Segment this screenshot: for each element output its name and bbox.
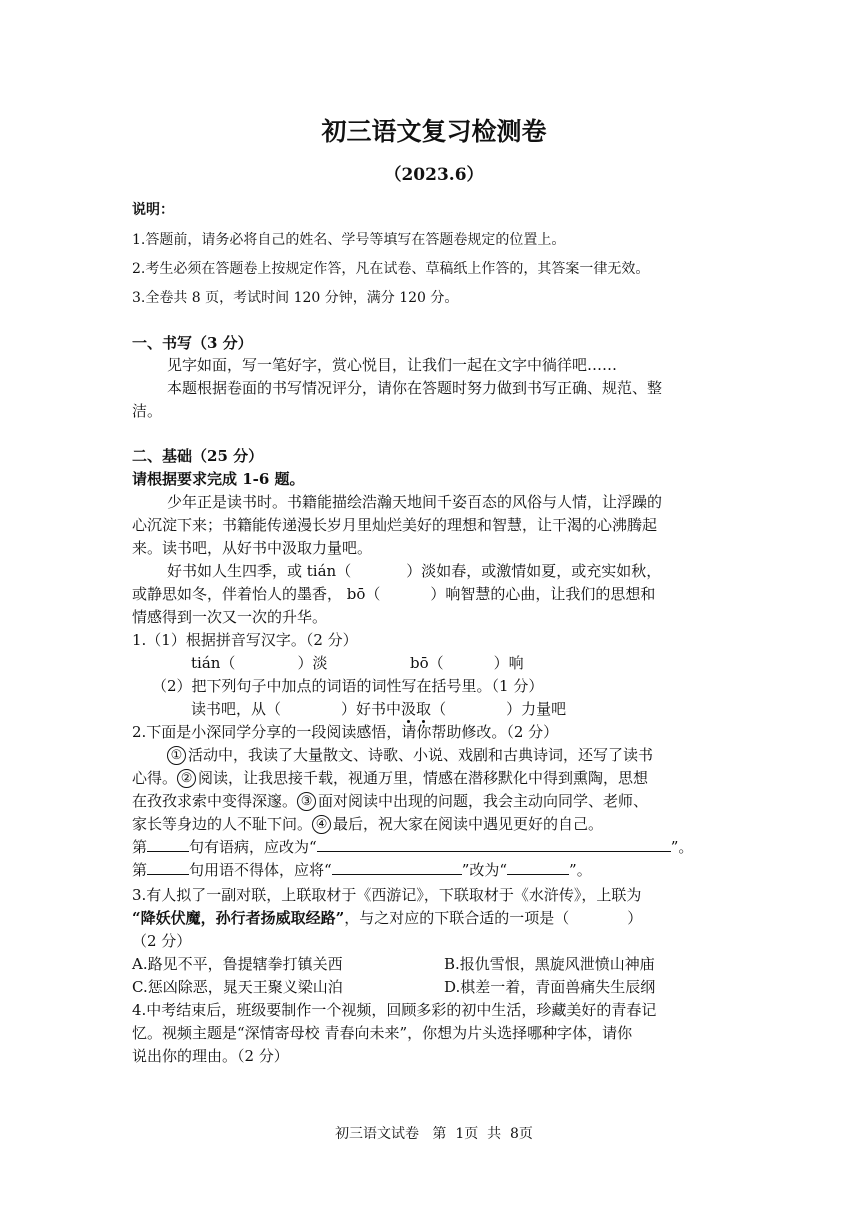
q4-line-2: 忆。视频主题是“深情寄母校 青春向未来”，你想为片头选择哪种字体，请你 xyxy=(132,1024,633,1042)
q1-sentence-part-b: ）好书中 xyxy=(341,700,402,718)
q1-sentence-part-d: ）力量吧 xyxy=(506,700,567,718)
q2-answer-2-end: ”。 xyxy=(569,861,592,879)
q3-option-b[interactable]: B.报仇雪恨，黑旋风泄愤山神庙 xyxy=(444,955,655,973)
q1-bo-item xyxy=(410,652,524,673)
q2-answer-1 xyxy=(132,836,693,857)
q1-tian-suffix: ）淡 xyxy=(297,654,328,672)
section-1-p2-line2: 洁。 xyxy=(132,402,163,420)
exam-date: （2023.6） xyxy=(384,165,484,185)
q2-sentence-number-blank-1[interactable] xyxy=(147,836,189,852)
circled-number-1: ① xyxy=(167,746,186,765)
notes-heading: 说明： xyxy=(132,202,174,218)
q2-line-4 xyxy=(132,813,603,834)
q1-bo-suffix: ）响 xyxy=(493,654,524,672)
passage-line-1: 少年正是读书时。书籍能描绘浩瀚天地间千姿百态的风俗与人情，让浮躁的 xyxy=(167,493,663,511)
q3-option-d[interactable]: D.棋差一着，青面兽痛失生辰纲 xyxy=(444,978,656,996)
q1-tian-label: tián（ xyxy=(191,654,236,672)
section-1-p2-line1: 本题根据卷面的书写情况评分，请你在答题时努力做到书写正确、规范、整 xyxy=(167,379,663,397)
circled-number-3: ③ xyxy=(297,792,316,811)
q2-line-3 xyxy=(132,790,648,811)
q2-answer-2-change: ”改为“ xyxy=(461,861,508,879)
dotted-char-qu: 取 xyxy=(416,700,432,718)
passage-line-5-end: ）响智慧的心曲，让我们的思想和 xyxy=(430,585,656,603)
q3-option-c[interactable]: C.惩凶除恶，晁天王聚义梁山泊 xyxy=(132,978,343,996)
passage-line-3: 来。读书吧，从好书中汲取力量吧。 xyxy=(132,539,373,557)
q3-option-a[interactable]: A.路见不平，鲁提辖拳打镇关西 xyxy=(132,955,343,973)
q1-stem: 1.（1）根据拼音写汉字。（2 分） xyxy=(132,631,358,649)
q2-answer-2-mid: 句用语不得体，应将“ xyxy=(189,861,332,879)
section-2-instruction: 请根据要求完成 1-6 题。 xyxy=(132,470,305,488)
q4-line-3: 说出你的理由。（2 分） xyxy=(132,1047,289,1065)
q3-line-2 xyxy=(132,907,642,928)
dotted-char-ji: 汲 xyxy=(401,700,417,718)
note-3: 3.全卷共 8 页，考试时间 120 分钟，满分 120 分。 xyxy=(132,290,459,306)
passage-line-4-end: ）淡如春，或激情如夏，或充实如秋， xyxy=(406,562,662,580)
q2-line-1 xyxy=(167,744,653,765)
q2-correction-blank[interactable] xyxy=(317,836,671,852)
circled-number-2: ② xyxy=(177,769,196,788)
q2-line-2 xyxy=(132,767,648,788)
note-1: 1.答题前，请务必将自己的姓名、学号等填写在答题卷规定的位置上。 xyxy=(132,232,566,248)
q1-bo-label: bō（ xyxy=(410,654,444,672)
q3-line-1: 3.有人拟了一副对联，上联取材于《西游记》，下联取材于《水浒传》，上联为 xyxy=(132,886,642,904)
q2-stem: 2.下面是小深同学分享的一段阅读感悟，请你帮助修改。（2 分） xyxy=(132,723,559,741)
section-1-p1: 见字如面，写一笔好字，赏心悦目，让我们一起在文字中徜徉吧…… xyxy=(167,356,618,374)
q1-sentence xyxy=(191,698,566,719)
passage-line-5-start: 或静思如冬，伴着怡人的墨香， bō（ xyxy=(132,585,381,603)
q1-sentence-part-c: （ xyxy=(431,700,447,718)
q2-line-2-text: 阅读，让我思接千载，视通万里，情感在潜移默化中得到熏陶，思想 xyxy=(198,769,649,787)
q2-line-4-start: 家长等身边的人不耻下问。 xyxy=(132,815,313,833)
q2-answer-1-prefix: 第 xyxy=(132,838,148,856)
q2-line-3-start: 在孜孜求索中变得深邃。 xyxy=(132,792,298,810)
page-footer: 初三语文试卷 第 1页 共 8页 xyxy=(335,1126,533,1142)
q3-line-2-text: ，与之对应的下联合适的一项是（ xyxy=(344,909,570,927)
q3-upper-couplet: “降妖伏魔，孙行者扬威取经路” xyxy=(132,909,345,927)
q2-answer-1-mid: 句有语病，应改为“ xyxy=(189,838,317,856)
passage-line-4-start: 好书如人生四季，或 tián（ xyxy=(167,562,352,580)
passage-line-6: 情感得到一次又一次的升华。 xyxy=(132,608,328,626)
q1-sub2-stem: （2）把下列句子中加点的词语的词性写在括号里。（1 分） xyxy=(152,677,544,695)
q2-original-word-blank[interactable] xyxy=(332,859,462,875)
q1-sentence-part-a: 读书吧，从（ xyxy=(191,700,282,718)
q2-line-3-text: 面对阅读中出现的问题，我会主动向同学、老师、 xyxy=(318,792,649,810)
q4-line-1: 4.中考结束后，班级要制作一个视频，回顾多彩的初中生活，珍藏美好的青春记 xyxy=(132,1001,657,1019)
q3-line-2-end: ） xyxy=(627,909,643,927)
passage-line-2: 心沉淀下来；书籍能传递漫长岁月里灿烂美好的理想和智慧，让干渴的心沸腾起 xyxy=(132,516,658,534)
circled-number-4: ④ xyxy=(312,815,331,834)
q2-answer-2-prefix: 第 xyxy=(132,861,148,879)
q2-line-2-start: 心得。 xyxy=(132,769,178,787)
q2-line-4-text: 最后，祝大家在阅读中遇见更好的自己。 xyxy=(333,815,604,833)
exam-title: 初三语文复习检测卷 xyxy=(321,117,547,146)
passage-line-5 xyxy=(132,583,655,604)
q3-points: （2 分） xyxy=(132,932,192,950)
passage-line-4 xyxy=(167,560,661,581)
q2-replacement-word-blank[interactable] xyxy=(507,859,569,875)
section-1-heading: 一、书写（3 分） xyxy=(132,334,253,352)
q1-tian-item xyxy=(191,652,327,673)
q2-answer-1-end: ”。 xyxy=(670,838,694,856)
q2-line-1-text: 活动中，我读了大量散文、诗歌、小说、戏剧和古典诗词，还写了读书 xyxy=(188,746,654,764)
note-2: 2.考生必须在答题卷上按规定作答，凡在试卷、草稿纸上作答的，其答案一律无效。 xyxy=(132,261,650,277)
q2-answer-2 xyxy=(132,859,592,880)
section-2-heading: 二、基础（25 分） xyxy=(132,447,264,465)
q2-sentence-number-blank-2[interactable] xyxy=(147,859,189,875)
